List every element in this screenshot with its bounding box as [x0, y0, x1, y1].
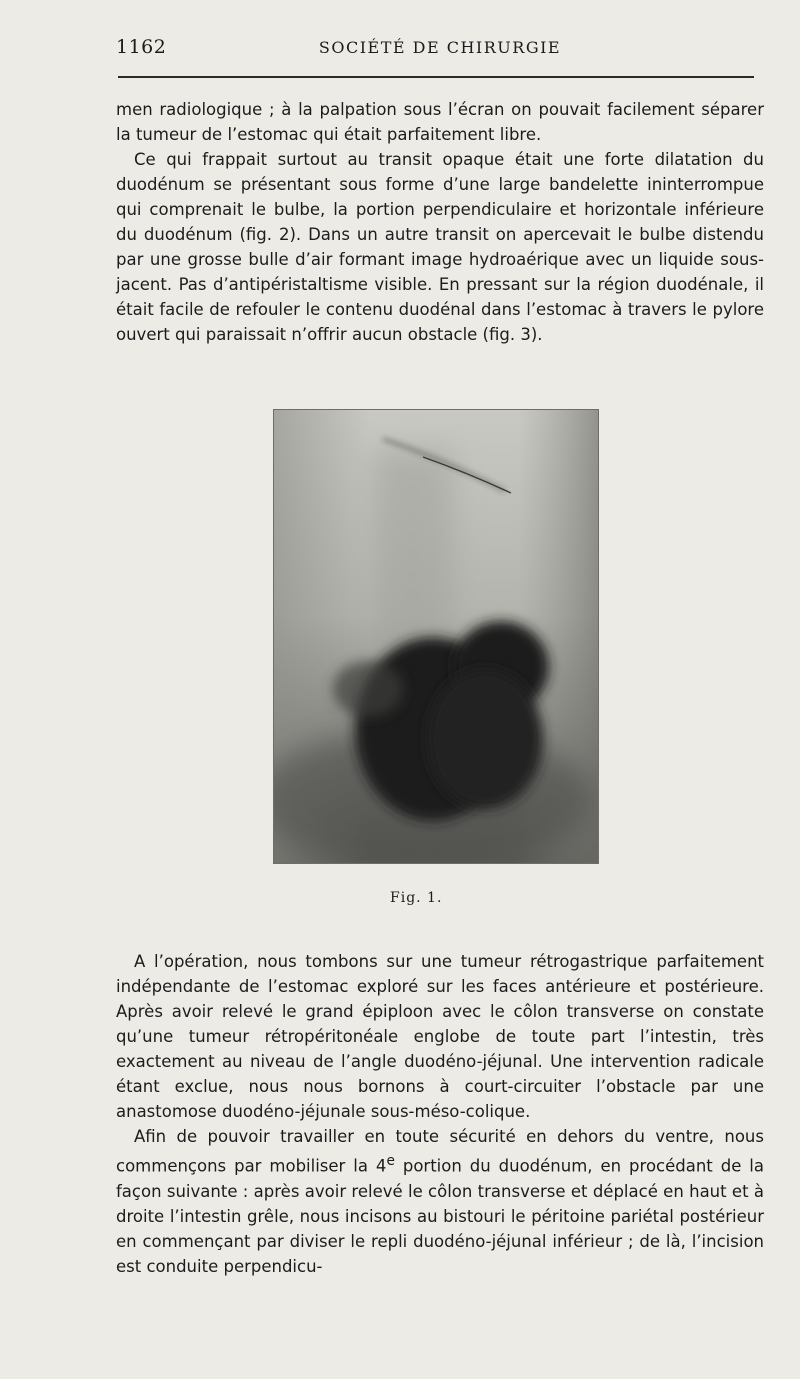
procedure-text-end: portion du duodénum, en procédant de la façon suivante : après avoir relevé le côlon transverse et déplacé en haut et à droite l’intestin grêle, nous incisons au bistouri le péritoine pariétal postérieur en commençant par diviser le repli duodéno-jéjunal inférieur ; de là, l’incision est conduite perpendicu-: [116, 1156, 764, 1276]
text-block-bottom: [116, 949, 764, 1279]
running-head: [116, 36, 764, 62]
procedure-text-start: Afin de pouvoir travailler en toute sécurité en dehors du ventre, nous commençons par mobiliser la 4: [116, 1127, 764, 1176]
paragraph-transit: Ce qui frappait surtout au transit opaque était une forte dilatation du duodénum se présentant sous forme d’une large bandelette ininterrompue qui comprenait le bulbe, la portion perpendiculaire et horizontale inférieure du duodénum (fig. 2). Dans un autre transit on apercevait le bulbe distendu par une grosse bulle d’air formant image hydroaérique avec un liquide sous-jacent. Pas d’antipéristaltisme visible. En pressant sur la région duodénale, il était facile de refouler le contenu duodénal dans l’estomac à travers le pylore ouvert qui paraissait n’offrir aucun obstacle (fig. 3).: [116, 150, 764, 344]
paragraph-procedure: [116, 1124, 764, 1279]
ordinal-superscript: e: [386, 1153, 395, 1169]
radiograph-figure: [273, 409, 599, 864]
page-number: 1162: [116, 36, 167, 58]
text-block-top: [116, 97, 764, 347]
radiograph-image: [273, 409, 599, 864]
header-rule: [118, 76, 754, 78]
paragraph-continued: men radiologique ; à la palpation sous l’écran on pouvait facilement séparer la tumeur de l’estomac qui était parfaitement libre.: [116, 100, 764, 144]
figure-caption: Fig. 1.: [390, 890, 443, 906]
paragraph-operation: A l’opération, nous tombons sur une tumeur rétrogastrique parfaitement indépendante de l’estomac exploré sur les faces antérieure et postérieure. Après avoir relevé le grand épiploon avec le côlon transverse on constate qu’une tumeur rétropéritonéale englobe de toute part l’intestin, très exactement au niveau de l’angle duodéno-jéjunal. Une intervention radicale étant exclue, nous nous bornons à court-circuiter l’obstacle par une anastomose duodéno-jéjunale sous-méso-colique.: [116, 952, 764, 1121]
running-title: SOCIÉTÉ DE CHIRURGIE: [318, 38, 562, 57]
